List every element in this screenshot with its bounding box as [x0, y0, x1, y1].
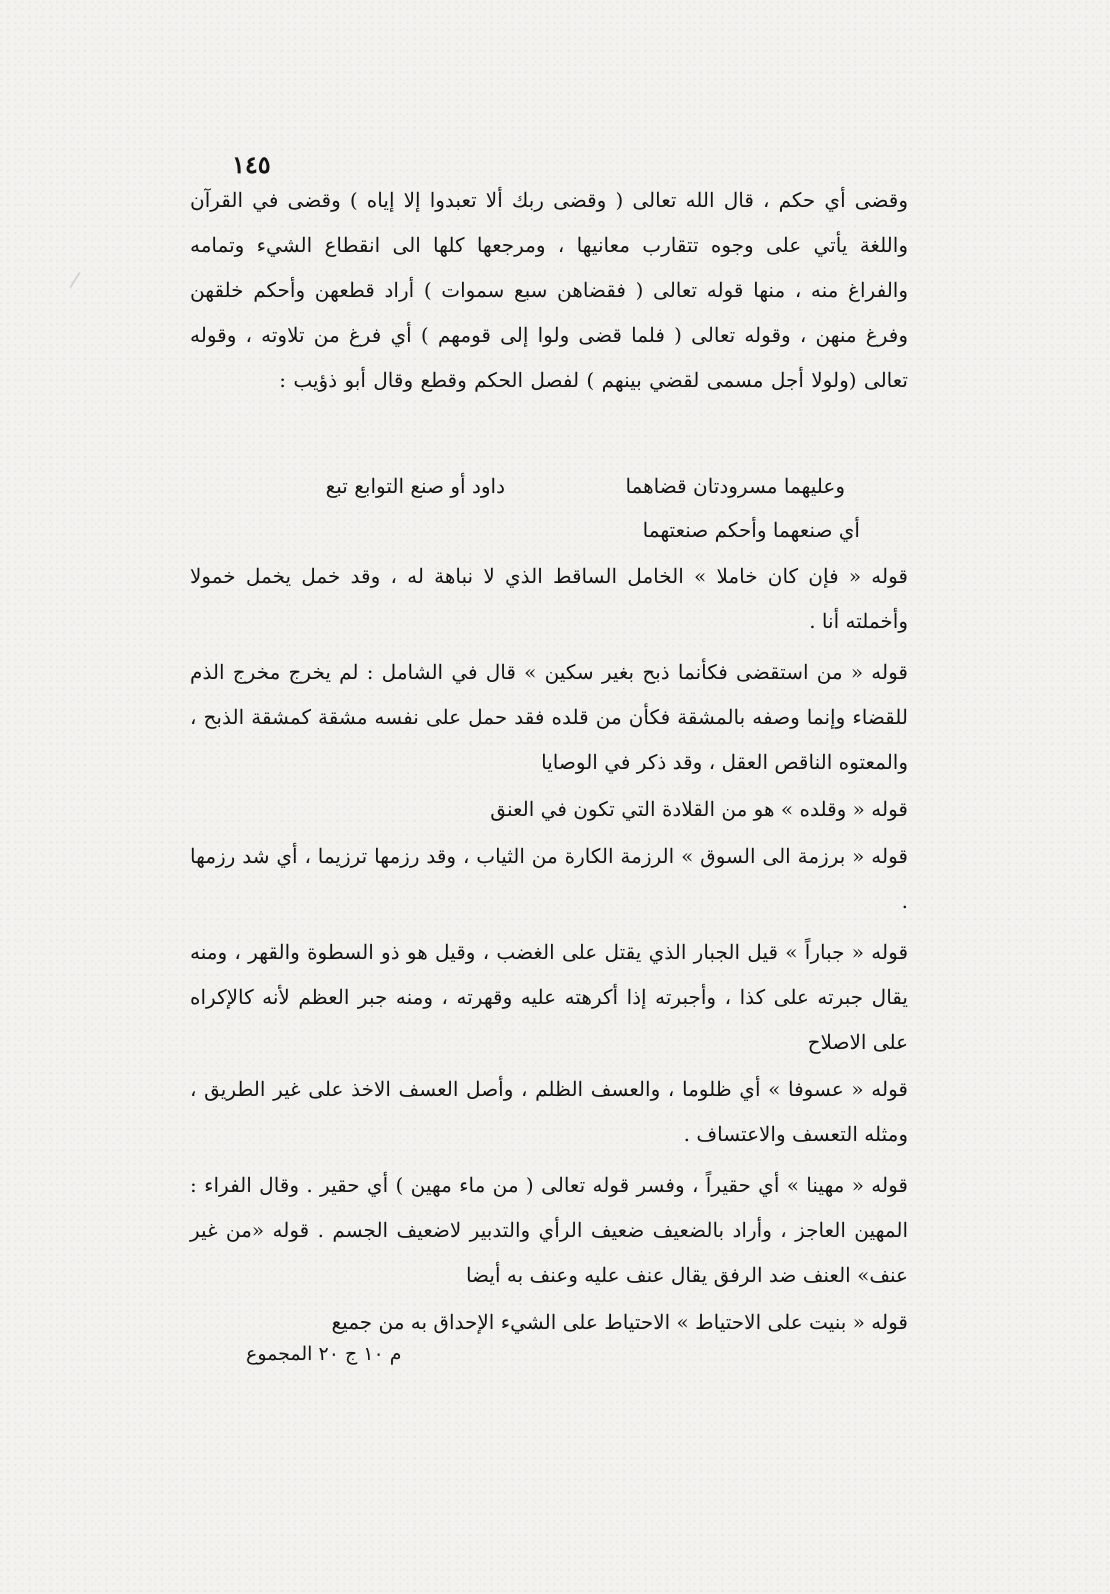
- verse-gloss: أي صنعهما وأحكم صنعتهما: [642, 518, 860, 542]
- main-text-upper: [190, 178, 908, 403]
- paragraph-jabbar: قوله « جباراً » قيل الجبار الذي يقتل على الغضب ، وقيل هو ذو السطوة والقهر ، ومنه يقال جبرته على كذا ، وأجبرته إذا أكرهته عليه وقهرته ، ومنه جبر العظم لأنه كالإكراه على الاصلاح: [190, 940, 908, 1054]
- verse-second-hemistich: داود أو صنع التوابع تبع: [325, 474, 505, 498]
- paragraph-asuf: قوله « عسوفا » أي ظلوما ، والعسف الظلم ، وأصل العسف الاخذ على غير الطريق ، ومثله التعسف والاعتساف .: [190, 1077, 908, 1146]
- paper-mark: [69, 272, 80, 288]
- paragraph-qada-definition: وقضى أي حكم ، قال الله تعالى ( وقضى ربك ألا تعبدوا إلا إياه ) وقضى في القرآن واللغة يأتي على وجوه تتقارب معانيها ، ومرجعها كلها الى انقطاع الشيء وتمامه والفراغ منه ، منها قوله تعالى ( فقضاهن سبع سموات ) أراد قطعهن وأحكم خلقهن وفرغ منهن ، وقوله تعالى ( فلما قضى ولوا إلى قومهم ) أي فرغ من تلاوته ، وقوله تعالى (ولولا أجل مسمى لقضي بينهم ) لفصل الحكم وقطع وقال أبو ذؤيب :: [190, 188, 908, 392]
- paragraph-ihtiyat: قوله « بنيت على الاحتياط » الاحتياط على الشيء الإحداق به من جميع: [331, 1310, 908, 1334]
- verse-first-hemistich: وعليهما مسرودتان قضاهما: [625, 474, 845, 498]
- main-text-lower: [190, 554, 908, 1345]
- paragraph-rizma: قوله « برزمة الى السوق » الرزمة الكارة من الثياب ، وقد رزمها ترزيما ، أي شد رزمها .: [190, 844, 908, 913]
- paragraph-khamil: قوله « فإن كان خاملا » الخامل الساقط الذي لا نباهة له ، وقد خمل يخمل خمولا وأخملته أنا .: [190, 564, 908, 633]
- paragraph-istaqda: قوله « من استقضى فكأنما ذبح بغير سكين » قال في الشامل : لم يخرج مخرج الذم للقضاء وإنما وصفه بالمشقة فكأن من قلده فقد حمل على نفسه مشقة كمشقة الذبح ، والمعتوه الناقص العقل ، وقد ذكر في الوصايا: [190, 660, 908, 774]
- page-number: ١٤٥: [232, 150, 271, 179]
- paragraph-mahin: قوله « مهينا » أي حقيراً ، وفسر قوله تعالى ( من ماء مهين ) أي حقير . وقال الفراء : المهين العاجز ، وأراد بالضعيف ضعيف الرأي والتدبير لاضعيف الجسم . قوله «من غير عنف» العنف ضد الرفق يقال عنف عليه وعنف به أيضا: [190, 1173, 908, 1287]
- footer-signature: م ١٠ ج ٢٠ المجموع: [246, 1343, 402, 1365]
- paragraph-qalladahu: قوله « وقلده » هو من القلادة التي تكون في العنق: [490, 797, 908, 821]
